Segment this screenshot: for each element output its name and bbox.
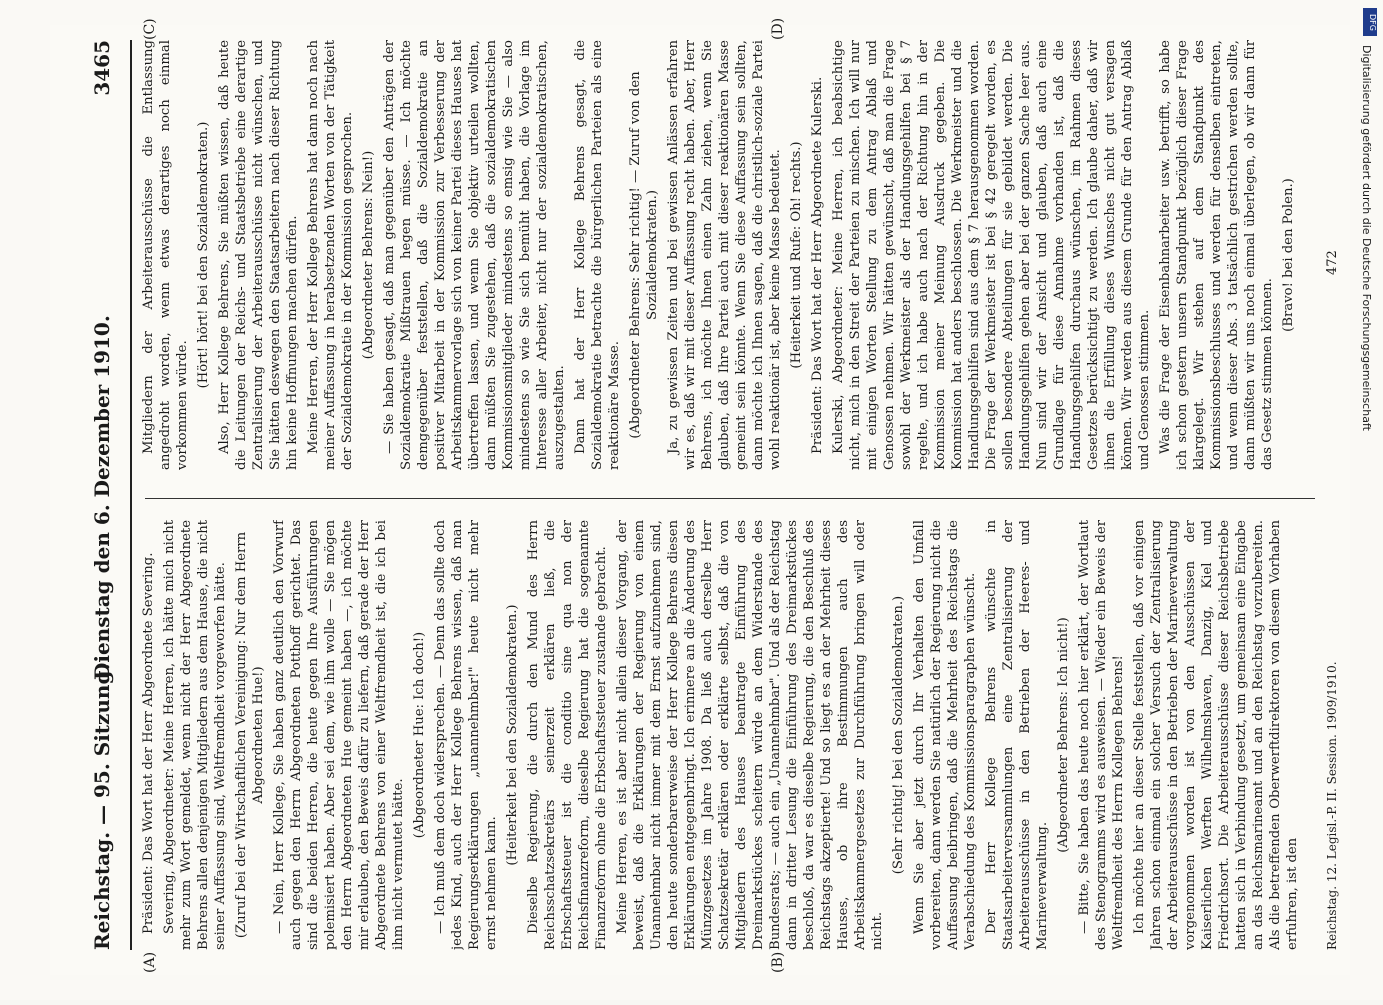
digitization-credit (1359, 45, 1375, 1005)
margin-marker-c: (C) (142, 18, 158, 40)
paragraph: Der Herr Kollege Behrens wünschte in Staatsarbeiterversammlungen eine Zentralisierung der Arbeiterausschüsse in den Betrieben der Heeres- und Marineverwaltung. (984, 520, 1050, 950)
interjection: (Abgeordneter Behrens: Sehr richtig! — Zuruf von den Sozialdemokraten.) (628, 71, 660, 439)
interjection: (Heiterkeit und Rufe: Oh! rechts.) (789, 141, 804, 369)
paragraph: Präsident: Das Wort hat der Herr Abgeordnete Severing. (141, 552, 156, 934)
header-left: Reichstag. — 95. Sitzung. (90, 663, 114, 950)
paragraph: Dieselbe Regierung, die durch den Mund des Herrn Reichsschatzsekretärs seinerzeit erklären ließ, die Erbschaftssteuer ist die conditio sine qua non der Reichsfinanzreform, dieselbe Regierung hat die sogenannte Finanzreform ohne die Erbschaftssteuer zustande gebracht. (526, 520, 609, 950)
footer-session: Reichstag. 12. Legisl.-P. II. Session. 1909/1910. (1325, 661, 1339, 950)
margin-marker-b: (B) (770, 951, 786, 973)
interjection: (Abgeordneter Behrens: Ich nicht!) (1056, 617, 1071, 853)
page-number: 3465 (90, 40, 114, 96)
left-column (140, 520, 1320, 950)
paragraph: — Sie haben gesagt, daß man gegenüber den Anträgen der Sozialdemokratie Mißtrauen hegen müsse. — Ich möchte demgegenüber feststellen, daß die Sozialdemokratie an positiver Mitarbeit in der Kommission zur Verbesserung der Arbeitskammervorlage sich von keiner Partei dieses Hauses hat übertreffen lassen, und wenn Sie objektiv urteilen wollten, dann müßten Sie zugestehen, daß die sozialdemokratischen Kommissionsmitglieder mindestens so emsig wie Sie — also mindestens so wie Sie sich bemüht haben, die Vorlage im Interesse aller Arbeiter, nicht nur der sozialdemokratischen, auszugestalten. (382, 40, 567, 470)
paragraph: Was die Frage der Eisenbahnarbeiter usw. betrifft, so habe ich schon gestern unsern Standpunkt bezüglich dieser Frage klargelegt. Wir stehen auf dem Standpunkt des Kommissionsbeschlusses und werden für denselben eintreten, und wenn dieser Abs. 3 tatsächlich gestrichen werden sollte, dann müßten wir uns noch einmal überlegen, ob wir dann für das Gesetz stimmen können. (1158, 40, 1275, 470)
credit-text: Digitalisierung gefördert durch die Deutsche Forschungsgemeinschaft (1360, 45, 1373, 431)
rotated-scan-page (50, 17, 1350, 975)
dfg-logo: DFG (1363, 8, 1377, 36)
right-column (140, 40, 1320, 470)
paragraph: Also, Herr Kollege Behrens, Sie müßten wissen, daß heute die Leitungen der Reichs- und Staatsbetriebe eine derartige Zentralisierung der Arbeiterausschüsse nicht wünschen, und Sie hätten deswegen den Staatsarbeitern nach dieser Richtung hin keine Hoffnungen machen dürfen. (217, 40, 300, 470)
page-header (90, 40, 132, 950)
paragraph: — Nein, Herr Kollege, Sie haben ganz deutlich den Vorwurf auch gegen den Herrn Abgeordneten Potthoff gerichtet. Das sind die beiden Herren, die heute gegen Ihre Ausführungen polemisiert haben. Aber sei dem, wie ihm wolle — Sie mögen den Herrn Abgeordneten Hue gemeint haben —, ich möchte mir erlauben, den Beweis dafür zu liefern, daß gerade der Herr Abgeordnete Behrens von einer Weltfremdheit ist, die ich bei ihm nicht vermutet hätte. (272, 520, 406, 950)
column-divider (145, 498, 1315, 499)
paragraph: Ich möchte hier an dieser Stelle feststellen, daß vor einigen Jahren schon einmal ein solcher Versuch der Zentralisierung der Arbeiterausschüsse in den Betrieben der Marineverwaltung vorgenommen worden ist von den Ausschüssen der Kaiserlichen Werften Wilhelmshaven, Danzig, Kiel und Friedrichsort. Die Arbeiterausschüsse dieser Reichsbetriebe hatten sich in Verbindung gesetzt, um gemeinsam eine Eingabe an das Reichsmarineamt und an den Reichstag vorzubereiten. Als die betreffenden Oberwerftdirektoren von diesem Vorhaben erfuhren, ist den (1132, 520, 1300, 950)
margin-marker-a: (A) (142, 951, 158, 973)
interjection: (Bravo! bei den Polen.) (1281, 178, 1296, 332)
paragraph: Präsident: Das Wort hat der Herr Abgeordnete Kulerski. (810, 76, 825, 454)
paragraph: — Ich muß dem doch widersprechen. — Denn das sollte doch jedes Kind, auch der Herr Kollege Behrens wissen, daß man Regierungserklärungen „unannehmbar!" heute nicht mehr ernst nehmen kann. (433, 520, 499, 950)
paragraph: Meine Herren, der Herr Kollege Behrens hat dann noch nach meiner Auffassung in herabsetzenden Worten von der Tätigkeit der Sozialdemokratie in der Kommission gesprochen. (306, 40, 355, 470)
paragraph: Meine Herren, es ist aber nicht allein dieser Vorgang, der beweist, daß die Erklärungen der Regierung von einem Unannehmbar nicht immer mit dem Ernst aufzunehmen sind, den heute sonderbarerweise der Herr Kollege Behrens diesen Erklärungen entgegenbringt. Ich erinnere an die Änderung des Münzgesetzes im Jahre 1908. Da ließ auch derselbe Herr Schatzsekretär erklären oder erklärte selbst, daß die von Mitgliedern des Hauses beantragte Einführung des Dreimarkstückes scheitern würde an dem Widerstande des Bundesrats; — auch ein „Unannehmbar". Und als der Reichstag dann in dritter Lesung die Einführung des Dreimarkstückes beschloß, da war es dieselbe Regierung, die den Beschluß des Reichstags akzeptierte! Und so liegt es an der Mehrheit dieses Hauses, ob ihre Bestimmungen auch des Arbeitskammergesetzes zur Durchführung bringen will oder nicht. (615, 520, 885, 950)
interjection: (Abgeordneter Hue: Ich doch!) (412, 631, 427, 839)
interjection: (Zuruf bei der Wirtschaftlichen Vereinigung: Nur dem Herrn Abgeordneten Hue!) (234, 531, 266, 939)
interjection: (Sehr richtig! bei den Sozialdemokraten.) (891, 595, 906, 875)
interjection: (Abgeordneter Behrens: Nein!) (361, 150, 376, 360)
paragraph: Kulerski, Abgeordneter: Meine Herren, ich beabsichtige nicht, mich in den Streit der Parteien zu mischen. Ich will nur mit einigen Worten Stellung zu dem Antrag Ablaß und Genossen nehmen. Wir hätten gewünscht, daß man die Frage sowohl der Werkmeister als der Handlungsgehilfen bei § 7 regelte, und ich habe auch nach der Richtung hin in der Kommission meiner Meinung Ausdruck gegeben. Die Kommission hat anders beschlossen. Die Werkmeister und die Handlungsgehilfen sind aus dem § 7 herausgenommen worden. Die Frage der Werkmeister ist bei § 42 geregelt worden, es sollen besondere Abteilungen für sie gebildet werden. Die Handlungsgehilfen gehen aber bei der ganzen Sache leer aus. Nun sind wir der Ansicht und glauben, daß auch eine Grundlage für diese Annahme vorhanden ist, daß die Handlungsgehilfen durchaus wünschen, im Rahmen dieses Gesetzes berücksichtigt zu werden. Ich glaube daher, daß wir ihnen die Erfüllung dieses Wunsches nicht gut versagen können. Wir werden aus diesem Grunde für den Antrag Ablaß und Genossen stimmen. (831, 40, 1152, 470)
footer-page-number: 472 (1325, 250, 1340, 275)
paragraph: Ja, zu gewissen Zeiten und bei gewissen Anlässen erfahren wir es, daß wir mit dieser Auffassung recht haben. Aber, Herr Behrens, ich möchte Ihnen einen Zahn ziehen, wenn Sie glauben, daß Ihre Partei auch mit dieser reaktionären Masse gemeint sein könnte. Wenn Sie diese Auffassung sein sollten, dann möchte ich Ihnen sagen, daß die christlich-soziale Partei wohl reaktionär ist, aber keine Masse bedeutet. (666, 40, 783, 470)
interjection: (Heiterkeit bei den Sozialdemokraten.) (505, 604, 520, 866)
paragraph: — Bitte, Sie haben das heute noch hier erklärt, der Wortlaut des Stenogramms wird es ausweisen. — Wieder ein Beweis der Weltfremdheit des Herrn Kollegen Behrens! (1077, 520, 1126, 950)
margin-marker-d: (D) (770, 17, 786, 40)
paragraph: Severing, Abgeordneter: Meine Herren, ich hätte mich nicht mehr zum Wort gemeldet, wenn nicht der Herr Abgeordnete Behrens allen denjenigen Mitgliedern aus dem Hause, die nicht seiner Auffassung sind, Weltfremdheit vorgeworfen hätte. (162, 520, 228, 950)
paragraph: Mitgliedern der Arbeiterausschüsse die Entlassung angedroht worden, wenn etwas derartiges noch einmal vorkommen würde. (141, 40, 190, 470)
paragraph: Dann hat der Herr Kollege Behrens gesagt, die Sozialdemokratie betrachte die bürgerlichen Parteien als eine reaktionäre Masse. (573, 40, 622, 470)
paragraph: Wenn Sie aber jetzt durch Ihr Verhalten den Umfall vorbereiten, dann werden Sie natürlich der Regierung nicht die Auffassung beibringen, daß die Mehrheit des Reichstags die Verabschiedung des Kommissionsparagraphen wünscht. (912, 520, 978, 950)
interjection: (Hört! hört! bei den Sozialdemokraten.) (196, 121, 211, 389)
header-date: Dienstag den 6. Dezember 1910. (90, 315, 114, 680)
